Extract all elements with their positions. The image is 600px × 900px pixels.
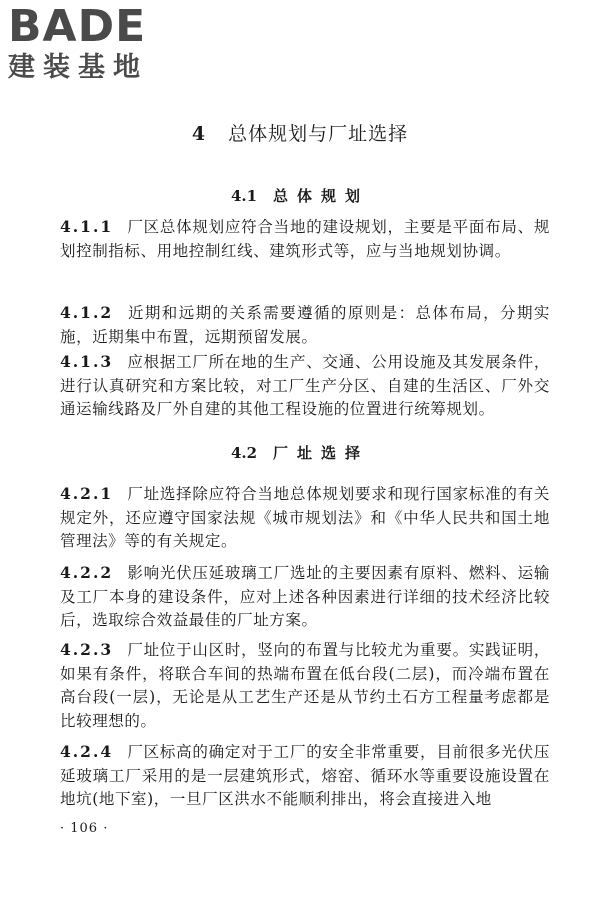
section-title-4-2 <box>0 443 600 463</box>
clause-4-1-3 <box>60 350 550 422</box>
clause-text: 近期和远期的关系需要遵循的原则是：总体布局，分期实施，近期集中布置，远期预留发展。 <box>60 304 550 346</box>
clause-4-2-2 <box>60 561 550 633</box>
clause-text: 厂址选择除应符合当地总体规划要求和现行国家标准的有关规定外，还应遵守国家法规《城市规划法》和《中华人民共和国土地管理法》等的有关规定。 <box>60 485 550 550</box>
clause-4-1-2 <box>60 301 550 349</box>
section-number: 4.2 <box>230 444 258 462</box>
chapter-title <box>0 122 600 146</box>
chapter-number: 4 <box>191 123 207 145</box>
chapter-title-text: 总体规划与厂址选择 <box>228 123 409 145</box>
clause-number: 4.1.2 <box>60 303 114 322</box>
bade-logo <box>8 2 178 84</box>
clause-text: 影响光伏压延玻璃工厂选址的主要因素有原料、燃料、运输及工厂本身的建设条件，应对上述各种因素进行详细的技术经济比较后，选取综合效益最佳的厂址方案。 <box>60 564 550 629</box>
section-title-text: 总体规划 <box>273 187 370 205</box>
logo-wordmark: BADE <box>8 1 147 52</box>
clause-4-2-3 <box>60 638 550 733</box>
section-number: 4.1 <box>230 187 258 205</box>
clause-text: 厂区总体规划应符合当地的建设规划，主要是平面布局、规划控制指标、用地控制红线、建筑形式等，应与当地规划协调。 <box>60 218 550 260</box>
clause-4-2-4 <box>60 740 550 812</box>
clause-number: 4.2.1 <box>60 484 114 503</box>
page-number: · 106 · <box>60 821 109 836</box>
logo-subtitle: 建装基地 <box>8 52 148 83</box>
clause-text: 厂区标高的确定对于工厂的安全非常重要，目前很多光伏压延玻璃工厂采用的是一层建筑形式，熔窑、循环水等重要设施设置在地坑(地下室)，一旦厂区洪水不能顺利排出，将会直接进入地 <box>60 743 550 808</box>
clause-text: 厂址位于山区时，竖向的布置与比较尤为重要。实践证明，如果有条件，将联合车间的热端布置在低台段(二层)，而冷端布置在高台段(一层)，无论是从工艺生产还是从节约土石方工程量考虑都是比较理想的。 <box>60 641 550 730</box>
clause-number: 4.2.3 <box>60 640 114 659</box>
clause-number: 4.1.3 <box>60 352 114 371</box>
clause-number: 4.2.2 <box>60 563 114 582</box>
clause-4-1-1 <box>60 215 550 263</box>
clause-4-2-1 <box>60 482 550 554</box>
section-title-4-1 <box>0 186 600 206</box>
section-title-text: 厂址选择 <box>273 444 370 462</box>
clause-number: 4.1.1 <box>60 217 114 236</box>
clause-text: 应根据工厂所在地的生产、交通、公用设施及其发展条件，进行认真研究和方案比较，对工厂生产分区、自建的生活区、厂外交通运输线路及厂外自建的其他工程设施的位置进行统筹规划。 <box>60 353 550 418</box>
clause-number: 4.2.4 <box>60 742 114 761</box>
